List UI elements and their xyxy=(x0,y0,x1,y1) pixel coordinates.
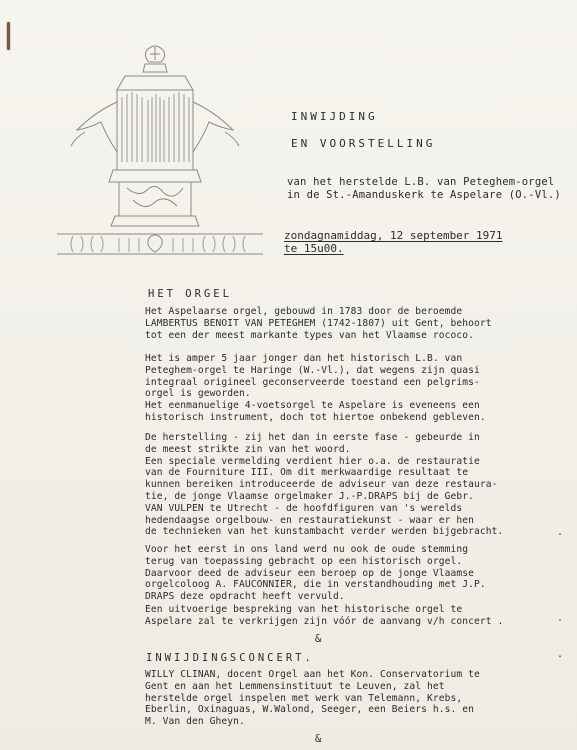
paragraph-3: Het eenmanuelige 4-voetsorgel te Aspelare is eveneens een historisch instrument, doch tot hiertoe onbekend gebleven. xyxy=(145,400,486,423)
margin-mark-2: . xyxy=(556,613,563,624)
header-title-voorstelling: EN VOORSTELLING xyxy=(291,137,436,150)
organ-illustration xyxy=(55,42,265,257)
event-date: zondagnamiddag, 12 september 1971 xyxy=(284,229,503,242)
header-title-inwijding: INWIJDING xyxy=(291,110,378,123)
header-subtitle-line1: van het herstelde L.B. van Peteghem-orgel xyxy=(287,176,555,188)
header-subtitle-line2: in de St.-Amanduskerk te Aspelare (O.-Vl.) xyxy=(287,189,561,201)
paragraph-4: De herstelling - zij het dan in eerste fase - gebeurde in de meest strikte zin van het woord. Een speciale vermelding verdient hier o.a. de restauratie van de Fourniture III. Om dit merkwaardige resultaat te kunnen bereiken introduceerde de adviseur van deze restaura- tie, de jonge Vlaamse orgelmaker J.-P.DRAPS bij de Gebr. VAN VULPEN te Utrecht - de hoofdfiguren van 's werelds hedendaagse orgelbouw- en restauratiekunst - waar er hen de technieken van het kunstambacht verder werden bijgebracht. xyxy=(145,432,504,538)
margin-mark-1: . xyxy=(556,527,563,538)
paragraph-2: Het is amper 5 jaar jonger dan het historisch L.B. van Peteghem-orgel te Haringe (W.-Vl.), dat wegens zijn quasi integraal origineel geconserveerde toestand een pelgrims- orgel is geworden. xyxy=(145,353,480,400)
staple xyxy=(7,22,10,50)
margin-mark-3: . xyxy=(556,649,563,660)
separator-ampersand-1: & xyxy=(315,633,322,645)
section-heading-het-orgel: HET ORGEL xyxy=(148,288,232,300)
paragraph-1: Het Aspelaarse orgel, gebouwd in 1783 door de beroemde LAMBERTUS BENOIT VAN PETEGHEM (1742-1807) uit Gent, behoort tot een der meest markante types van het Vlaamse rococo. xyxy=(145,306,492,341)
concert-paragraph: WILLY CLINAN, docent Orgel aan het Kon. Conservatorium te Gent en aan het Lemmensinstituut te Leuven, zal het herstelde orgel inspelen met werk van Telemann, Krebs, Eberlin, Oxinaguas, W.Walond, Seeger, een Beiers h.s. en M. Van den Gheyn. xyxy=(145,669,480,728)
section-heading-inwijdingsconcert: INWIJDINGSCONCERT. xyxy=(146,652,314,664)
paragraph-6: Een uitvoerige bespreking van het historische orgel te Aspelare zal te verkrijgen zijn vóór de aanvang v/h concert . xyxy=(145,604,504,627)
separator-ampersand-2: & xyxy=(315,733,322,745)
paragraph-5: Voor het eerst in ons land werd nu ook de oude stemming terug van toepassing gebracht op een historisch orgel. Daarvoor deed de adviseur een beroep op de jonge Vlaamse orgelcoloog A. FAUCONNIER, die in verstandhouding met J.P. DRAPS deze opdracht heeft vervuld. xyxy=(145,544,486,603)
event-time: te 15u00. xyxy=(284,242,344,255)
